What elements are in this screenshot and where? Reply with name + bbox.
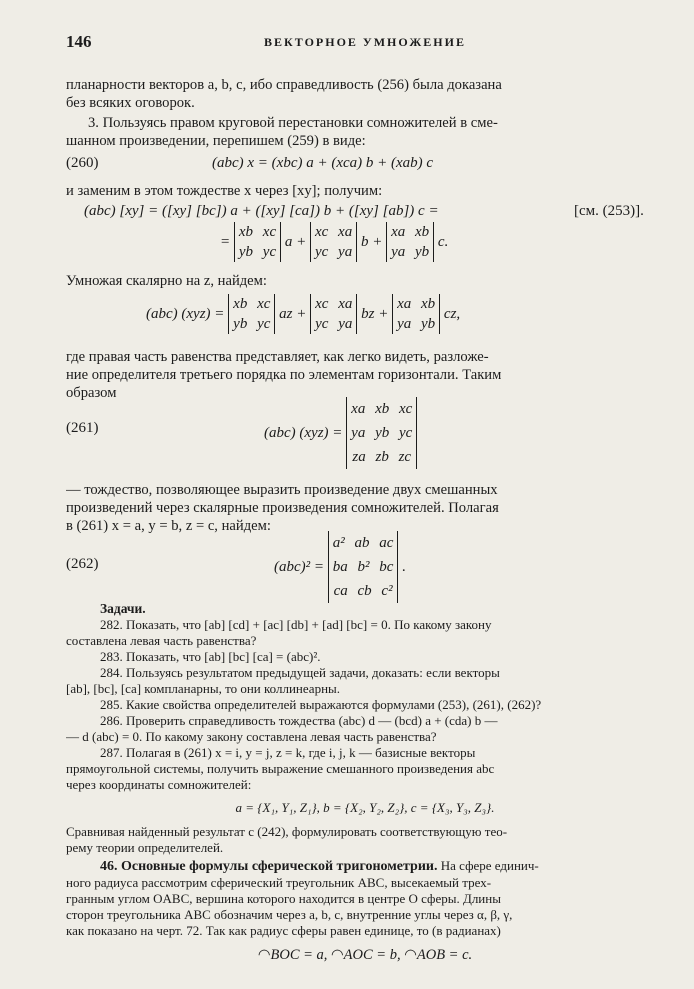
text-line: и заменим в этом тождестве x через [xy]; получим: — [66, 183, 383, 199]
section-46-first-line — [66, 858, 664, 875]
problem-283: 283. Показать, что [ab] [bc] [ca] = (abc)². — [100, 649, 321, 664]
lhs: (abc) (xyz) = — [264, 424, 343, 441]
equation-260: (abc) x = (xbc) a + (xca) b + (xab) c — [212, 155, 434, 171]
text-line: через координаты сомножителей: — [66, 777, 252, 792]
det-row: xc xa — [314, 224, 353, 240]
text-line: прямоугольной системы, получить выражение смешанного произведения abc — [66, 761, 495, 776]
equation-reference: [см. (253)]. — [574, 203, 644, 219]
det-row: yb yc — [238, 244, 277, 260]
text-line: ного радиуса рассмотрим сферический треугольник ABC, высекаемый трех- — [66, 875, 492, 890]
text-line: — d (abc) = 0. По какому закону составлена левая часть равенства? — [66, 729, 437, 744]
problem-282: 282. Показать, что [ab] [cd] + [ac] [db] + [ad] [bc] = 0. По какому закону — [100, 617, 492, 632]
equation-determinant-row — [220, 222, 448, 262]
equals-sign: = — [220, 233, 231, 250]
det-row: ya yb — [391, 244, 430, 260]
problems-heading: Задачи. — [100, 601, 146, 616]
determinant — [228, 294, 275, 334]
term: az + — [279, 305, 307, 322]
text-line: где правая часть равенства представляет, как легко видеть, разложе- — [66, 349, 489, 365]
text-line: без всяких оговорок. — [66, 95, 195, 111]
text-line: в (261) x = a, y = b, z = c, найдем: — [66, 518, 271, 534]
problem-285: 285. Какие свойства определителей выражаются формулами (253), (261), (262)? — [100, 697, 542, 712]
det-row: ca cb c² — [333, 583, 393, 599]
text-fragment: На сфере единич- — [440, 858, 539, 873]
det-row: ya yb yc — [351, 425, 413, 441]
det-row: xb xc — [233, 296, 271, 312]
determinant — [386, 222, 434, 262]
equation-with-z — [146, 294, 460, 334]
lhs: (abc)² = — [274, 558, 325, 575]
determinant — [328, 531, 399, 603]
running-title: ВЕКТОРНОЕ УМНОЖЕНИЕ — [264, 35, 466, 49]
text-line: Сравнивая найденный результат с (242), формулировать соответствующую тео- — [66, 824, 508, 839]
equation-substitution: (abc) [xy] = ([xy] [bc]) a + ([xy] [ca]) b + ([xy] [ab]) c = — [84, 203, 439, 219]
det-row: za zb zc — [352, 449, 412, 465]
term: c. — [437, 233, 449, 250]
equation-262 — [274, 531, 406, 603]
text-line: гранным углом OABC, вершина которого находится в центре O сферы. Длины — [66, 891, 501, 906]
text-line: шанном произведении, перепишем (259) в виде: — [66, 133, 366, 149]
problem-286: 286. Проверить справедливость тождества (abc) d — (bcd) a + (cda) b — — [100, 713, 498, 728]
det-row: ba b² bc — [332, 559, 394, 575]
equation-number: (261) — [66, 420, 99, 436]
text-line: ние определителя третьего порядка по элементам горизонтали. Таким — [66, 367, 502, 383]
det-row: xb xc — [238, 224, 277, 240]
text-line: образом — [66, 385, 117, 401]
text-line: Умножая скалярно на z, найдем: — [66, 273, 267, 289]
determinant — [310, 294, 357, 334]
term: cz, — [443, 305, 461, 322]
determinant — [392, 294, 440, 334]
determinant — [234, 222, 281, 262]
page-header — [66, 32, 664, 56]
equation-number: (260) — [66, 155, 99, 171]
text-line: как показано на черт. 72. Так как радиус сферы равен единице, то (в радианах) — [66, 923, 501, 938]
coordinates-formula: a = {X₁, Y₁, Z₁}, b = {X₂, Y₂, Z₂}, c = {X₃, Y₃, Z₃}. — [235, 800, 495, 815]
determinant — [346, 397, 417, 469]
det-row: xa xb — [397, 296, 436, 312]
determinant — [310, 222, 357, 262]
term: bz + — [361, 305, 389, 322]
text-line: сторон треугольника ABC обозначим через a, b, c, внутренние углы через α, β, γ, — [66, 907, 513, 922]
det-row: a² ab ac — [332, 535, 394, 551]
text-line: 3. Пользуясь правом круговой перестановки сомножителей в сме- — [88, 115, 498, 131]
text-line: — тождество, позволяющее выразить произведение двух смешанных — [66, 482, 498, 498]
det-row: xa xb — [391, 224, 430, 240]
text-line: планарности векторов a, b, c, ибо справедливость (256) была доказана — [66, 77, 502, 93]
det-row: ya yb — [397, 316, 436, 332]
term: a + — [284, 233, 307, 250]
lhs: (abc) (xyz) = — [146, 305, 225, 322]
equation-number: (262) — [66, 556, 99, 572]
det-row: xa xb xc — [351, 401, 413, 417]
text-line: [ab], [bc], [ca] компланарны, то они коллинеарны. — [66, 681, 341, 696]
det-row: yc ya — [314, 244, 353, 260]
text-line: рему теории определителей. — [66, 840, 224, 855]
angles-formula: ◠BOC = a, ◠AOC = b, ◠AOB = c. — [257, 947, 473, 963]
det-row: yb yc — [233, 316, 271, 332]
text-line: составлена левая часть равенства? — [66, 633, 257, 648]
page-number: 146 — [66, 32, 92, 51]
text-line: произведений через скалярные произведения сомножителей. Полагая — [66, 500, 499, 516]
det-row: yc ya — [315, 316, 353, 332]
det-row: xc xa — [315, 296, 353, 312]
section-title: 46. Основные формулы сферической тригонометрии. — [100, 859, 438, 874]
problem-284: 284. Пользуясь результатом предыдущей задачи, доказать: если векторы — [100, 665, 500, 680]
problem-287: 287. Полагая в (261) x = i, y = j, z = k, где i, j, k — базисные векторы — [100, 745, 476, 760]
term: . — [402, 558, 406, 575]
term: b + — [360, 233, 383, 250]
equation-261 — [264, 397, 417, 469]
